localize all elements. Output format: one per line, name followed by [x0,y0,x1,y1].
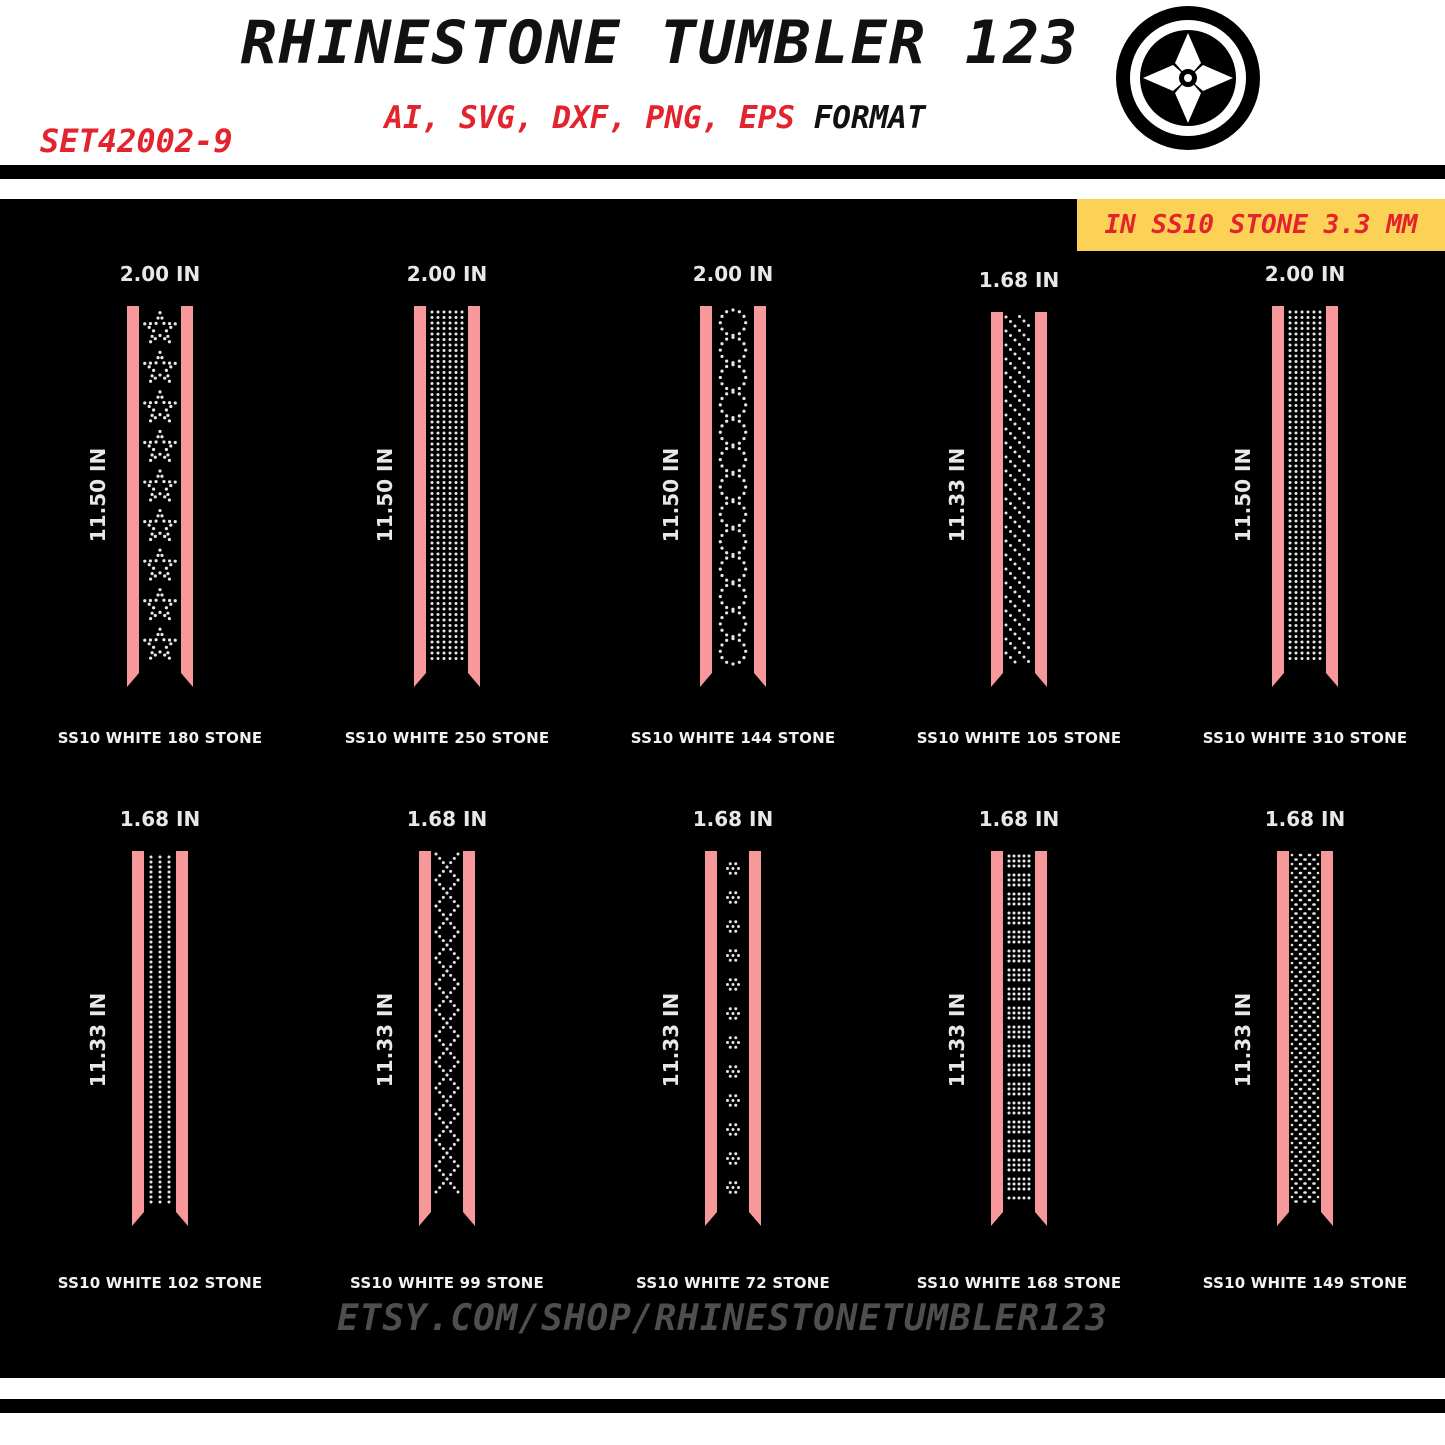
ribbon-right [1326,306,1338,687]
page-title: RHINESTONE TUMBLER 123 [240,8,1080,78]
ribbon-left [127,306,139,687]
ribbon-left [419,851,431,1226]
tumbler-strip [1272,306,1338,687]
top-divider [0,165,1445,179]
tumbler-strip [414,306,480,687]
stone-count-caption: SS10 WHITE 180 STONE [57,729,263,747]
height-label: 11.33 IN [373,992,397,1088]
set-code: SET42002-9 [40,122,233,160]
ribbon-right [176,851,188,1226]
bottom-divider [0,1399,1445,1413]
width-label: 2.00 IN [692,262,774,286]
tumbler-strip [1277,851,1333,1226]
design-card [337,255,557,755]
design-card [909,800,1129,1300]
ribbon-left [705,851,717,1226]
ribbon-right [749,851,761,1226]
width-label: 2.00 IN [1264,262,1346,286]
tumbler-strip [700,306,766,687]
tumbler-strip [705,851,761,1226]
stone-pattern [435,853,460,1194]
ribbon-left [414,306,426,687]
ribbon-left [1277,851,1289,1226]
tumbler-strip [991,851,1047,1226]
height-label: 11.50 IN [373,447,397,543]
ribbon-left [700,306,712,687]
stone-count-caption: SS10 WHITE 72 STONE [636,1274,830,1292]
ribbon-left [991,312,1003,687]
stone-size-badge: IN SS10 STONE 3.3 MM [1077,199,1445,251]
height-label: 11.33 IN [945,992,969,1088]
formats-word: FORMAT [813,100,926,136]
stone-pattern [719,308,748,665]
height-label: 11.50 IN [86,447,110,543]
design-card [1195,800,1415,1300]
design-card [623,800,843,1300]
tumbler-strip [127,306,193,687]
ribbon-right [468,306,480,687]
tumbler-strip [991,312,1047,687]
width-label: 1.68 IN [1264,807,1346,831]
stone-count-caption: SS10 WHITE 168 STONE [916,1274,1122,1292]
width-label: 1.68 IN [978,807,1060,831]
stone-count-caption: SS10 WHITE 102 STONE [57,1274,263,1292]
brand-logo-icon [1113,3,1263,153]
height-label: 11.33 IN [659,992,683,1088]
formats-line [330,100,980,136]
design-card [623,255,843,755]
height-label: 11.50 IN [659,447,683,543]
stone-count-caption: SS10 WHITE 99 STONE [350,1274,544,1292]
stone-pattern [150,856,171,1204]
stone-count-caption: SS10 WHITE 310 STONE [1202,729,1408,747]
stone-pattern [431,311,464,661]
ribbon-right [1035,312,1047,687]
width-label: 2.00 IN [406,262,488,286]
stone-pattern [1291,854,1320,1203]
design-card [909,255,1129,755]
ribbon-right [1035,851,1047,1226]
stone-count-caption: SS10 WHITE 144 STONE [630,729,836,747]
ribbon-left [991,851,1003,1226]
tumbler-strip [419,851,475,1226]
ribbon-left [132,851,144,1226]
height-label: 11.33 IN [86,992,110,1088]
design-card [50,255,270,755]
width-label: 1.68 IN [119,807,201,831]
stone-count-caption: SS10 WHITE 105 STONE [916,729,1122,747]
shop-url: ETSY.COM/SHOP/RHINESTONETUMBLER123 [337,1298,1108,1339]
height-label: 11.33 IN [945,447,969,543]
tumbler-strip [132,851,188,1226]
width-label: 2.00 IN [119,262,201,286]
stone-pattern [1005,315,1031,664]
stone-count-caption: SS10 WHITE 149 STONE [1202,1274,1408,1292]
design-card [50,800,270,1300]
stone-pattern [143,311,177,660]
formats-list: AI, SVG, DXF, PNG, EPS [384,100,795,136]
ribbon-left [1272,306,1284,687]
stone-pattern [1008,855,1031,1200]
width-label: 1.68 IN [978,268,1060,292]
width-label: 1.68 IN [692,807,774,831]
ribbon-right [1321,851,1333,1226]
height-label: 11.33 IN [1231,992,1255,1088]
ribbon-right [181,306,193,687]
stone-pattern [726,862,740,1194]
design-card [337,800,557,1300]
width-label: 1.68 IN [406,807,488,831]
ribbon-right [463,851,475,1226]
design-card [1195,255,1415,755]
stone-pattern [1289,311,1322,661]
stone-count-caption: SS10 WHITE 250 STONE [344,729,550,747]
ribbon-right [754,306,766,687]
height-label: 11.50 IN [1231,447,1255,543]
